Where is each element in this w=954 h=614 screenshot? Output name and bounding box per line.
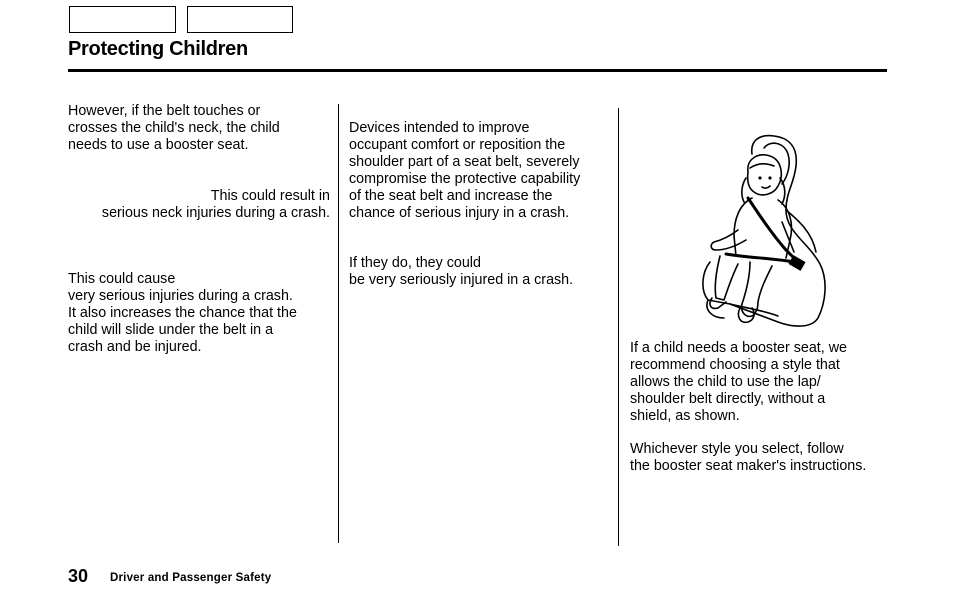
section-label: Driver and Passenger Safety xyxy=(110,572,272,584)
left-paragraph-2: This could result in serious neck injuries during a crash. xyxy=(101,188,330,221)
header-tab-box-right xyxy=(187,6,293,33)
column-divider-1 xyxy=(338,104,339,543)
right-paragraph-2: Whichever style you select, follow the booster seat maker's instructions. xyxy=(630,441,867,474)
header-tab-box-left xyxy=(69,6,176,33)
left-paragraph-1: However, if the belt touches or crosses the child's neck, the child needs to use a booster seat. xyxy=(68,103,280,153)
column-divider-2 xyxy=(618,108,619,546)
left-paragraph-3: This could cause very serious injuries during a crash. It also increases the chance that the child will slide under the belt in a crash and be injured. xyxy=(68,271,297,355)
child-in-booster-seat-illustration xyxy=(690,132,830,337)
title-rule xyxy=(68,69,887,72)
right-paragraph-1: If a child needs a booster seat, we recommend choosing a style that allows the child to use the lap/ shoulder belt directly, without a shield, as shown. xyxy=(630,340,847,424)
page-number: 30 xyxy=(68,566,89,586)
middle-paragraph-1: Devices intended to improve occupant comfort or reposition the shoulder part of a seat belt, severely compromise the protective capability of the seat belt and increase the chance of serious injury in a crash. xyxy=(349,120,581,221)
middle-paragraph-2: If they do, they could be very seriously injured in a crash. xyxy=(349,255,574,288)
page-title: Protecting Children xyxy=(68,38,248,60)
